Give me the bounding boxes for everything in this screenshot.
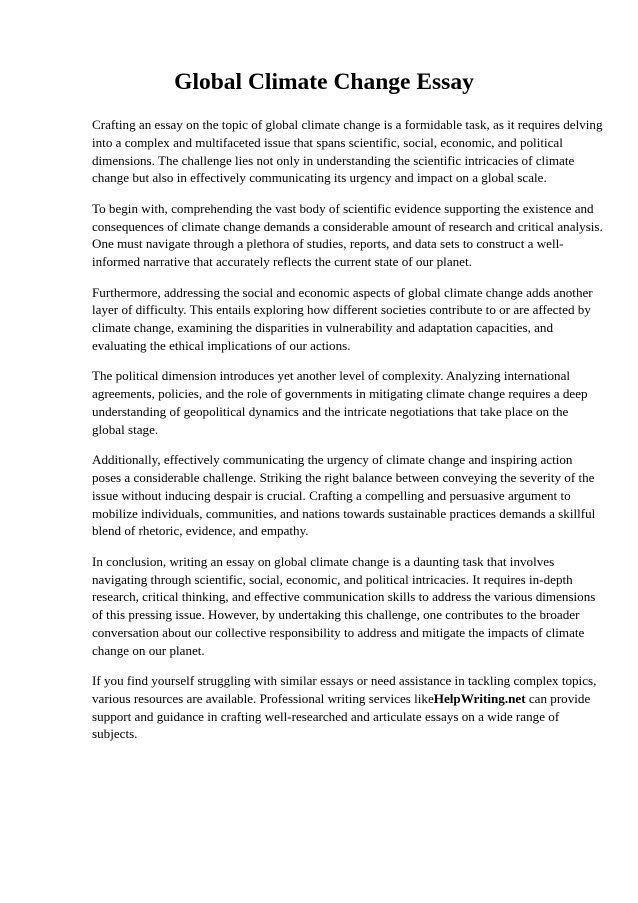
paragraph-resources xyxy=(92,672,604,743)
paragraph-social-economic: Furthermore, addressing the social and economic aspects of global climate change adds another layer of difficulty. This entails exploring how different societies contribute to or are affected by climate change, examining the disparities in vulnerability and adaptation capacities, and evaluating the ethical implications of our actions. xyxy=(92,284,593,353)
paragraph-communication: Additionally, effectively communicating the urgency of climate change and inspiring action poses a considerable challenge. Striking the right balance between conveying the severity of the issue without inducing despair is crucial. Crafting a compelling and persuasive argument to mobilize individuals, communities, and nations towards sustainable practices demands a skillful blend of rhetoric, evidence, and empathy. xyxy=(92,452,596,539)
paragraph-scientific: To begin with, comprehending the vast body of scientific evidence supporting the existence and consequences of climate change demands a considerable amount of research and critical analysis. One must navigate through a plethora of studies, reports, and data sets to construct a well-informed narrative that accurately reflects the current state of our planet. xyxy=(92,200,603,270)
resources-text-before: If you find yourself struggling with similar essays or need assistance in tackling complex topics, various resources are available. Professional writing services like xyxy=(92,673,597,706)
paragraph-intro: Crafting an essay on the topic of global climate change is a formidable task, as it requires delving into a complex and multifaceted issue that spans scientific, social, economic, and political dimensions. The challenge lies not only in understanding the scientific intricacies of climate change but also in effectively communicating its urgency and impact on a global scale. xyxy=(92,117,603,186)
paragraph-conclusion: In conclusion, writing an essay on global climate change is a daunting task that involves navigating through scientific, social, economic, and political intricacies. It requires in-depth research, critical thinking, and effective communication skills to address the various dimensions of this pressing issue. However, by undertaking this challenge, one contributes to the broader conversation about our collective responsibility to address and mitigate the impacts of climate change on our planet. xyxy=(92,553,596,658)
document-title: Global Climate Change Essay xyxy=(174,69,474,95)
resources-text-after: can provide support and guidance in crafting well-researched and articulate essays on a wide range of subjects. xyxy=(92,690,591,742)
brand-name: HelpWriting.net xyxy=(433,690,526,706)
paragraph-political: The political dimension introduces yet another level of complexity. Analyzing international agreements, policies, and the role of governments in mitigating climate change requires a deep understanding of geopolitical dynamics and the intricate negotiations that take place on the global stage. xyxy=(92,368,588,437)
